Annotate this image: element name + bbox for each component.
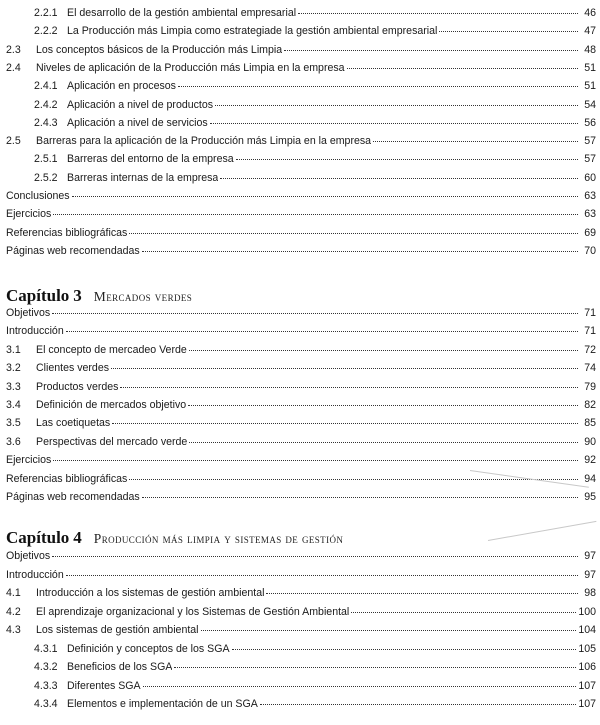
toc-entry-title: El concepto de mercadeo Verde [36,343,187,356]
toc-entry [0,361,600,376]
toc-entry-page: 56 [584,116,596,129]
chapter-title: Mercados verdes [93,289,193,304]
toc-entry-page: 71 [584,307,596,319]
dot-leader [188,404,578,406]
toc-entry [0,586,600,601]
toc-entry-number: 2.4.3 [34,116,58,129]
toc-entry-title: Barreras internas de la empresa [67,171,219,184]
toc-entry [0,98,600,113]
dot-leader [373,140,578,142]
toc-entry-title: Elementos e implementación de un SGA [67,698,258,710]
chapter-number: 3 [73,286,82,305]
toc-entry-title: Objetivos [6,550,51,562]
toc-entry-page: 106 [578,661,596,673]
toc-entry-page: 47 [584,25,596,38]
chapter-label: Capítulo [6,286,70,305]
toc-entry-number: 2.5.1 [34,153,58,166]
dot-leader [111,367,578,369]
toc-entry-page: 70 [584,244,596,257]
toc-entry-number: 2.3 [6,43,21,56]
toc-entry [0,435,600,450]
toc-entry [0,306,600,321]
toc-entry-number: 2.4.1 [34,80,58,93]
toc-entry-number: 3.1 [6,343,21,356]
scan-artifact-line [488,521,597,541]
toc-entry-page: 46 [584,7,596,19]
toc-entry-page: 63 [584,190,596,202]
dot-leader [210,122,578,124]
toc-entry [0,416,600,431]
toc-entry-number: 4.3 [6,624,21,636]
dot-leader [53,459,578,461]
toc-entry [0,79,600,94]
toc-entry-page: 79 [584,380,596,393]
toc-entry-page: 82 [584,399,596,411]
toc-entry-page: 97 [584,550,596,562]
dot-leader [120,386,578,388]
chapter-number: 4 [73,528,82,547]
toc-entry-title: La Producción más Limpia como estrategiade la gestión ambiental empresarial [67,25,438,38]
toc-entry-title: Definición y conceptos de los SGA [67,642,230,655]
dot-leader [129,478,578,480]
toc-entry-page: 97 [584,568,596,581]
toc-entry-title: Las coetiquetas [36,417,111,430]
dot-leader [52,555,578,557]
dot-leader [236,158,578,160]
toc-entry [0,623,600,638]
toc-entry [0,6,600,21]
toc-entry [0,472,600,487]
toc-entry [0,453,600,468]
toc-entry-page: 63 [584,208,596,221]
toc-entry-page: 51 [584,80,596,93]
toc-entry-title: Definición de mercados objetivo [36,399,187,411]
toc-entry-number: 3.4 [6,399,21,411]
toc-entry-number: 2.2.1 [34,7,58,19]
toc-entry-page: 105 [578,642,596,655]
toc-entry-number: 4.1 [6,587,21,599]
dot-leader [72,195,578,197]
toc-entry [0,343,600,358]
toc-entry-number: 4.3.4 [34,698,58,710]
toc-entry-title: Perspectivas del mercado verde [36,435,188,448]
toc-entry-title: Aplicación en procesos [67,80,176,93]
chapter-label: Capítulo [6,528,70,547]
dot-leader [178,85,578,87]
toc-entry-page: 60 [584,171,596,184]
toc-entry-title: Ejercicios [6,208,52,221]
toc-entry-title: Introducción [6,325,64,338]
toc-entry-title: Referencias bibliográficas [6,226,128,239]
toc-entry-page: 94 [584,472,596,485]
toc-entry [0,244,600,259]
dot-leader [232,648,577,650]
dot-leader [298,12,578,14]
toc-entry-page: 104 [578,624,596,636]
toc-entry [0,568,600,583]
toc-entry [0,207,600,222]
dot-leader [142,496,578,498]
toc-entry-title: Páginas web recomendadas [6,244,140,257]
toc-entry-title: Los conceptos básicos de la Producción más Limpia [36,43,283,56]
toc-entry-title: Introducción a los sistemas de gestión ambiental [36,587,265,599]
toc-entry-page: 98 [584,587,596,599]
toc-entry [0,398,600,413]
toc-entry [0,61,600,76]
toc-entry-title: Ejercicios [6,454,52,467]
toc-entry [0,152,600,167]
toc-entry-title: Introducción [6,568,64,581]
toc-entry-number: 4.3.2 [34,661,58,673]
toc-entry [0,490,600,505]
dot-leader [189,441,578,443]
chapter-title: Producción más limpia y sistemas de gestión [93,531,344,546]
toc-entry-page: 100 [578,605,596,618]
dot-leader [52,312,578,314]
toc-entry [0,380,600,395]
dot-leader [215,104,578,106]
dot-leader [53,213,578,215]
dot-leader [220,177,578,179]
toc-entry-page: 92 [584,454,596,467]
toc-entry-title: Niveles de aplicación de la Producción más Limpia en la empresa [36,61,345,74]
toc-entry [0,549,600,564]
chapter-4-heading [6,525,343,551]
toc-entry-title: Referencias bibliográficas [6,472,128,485]
toc-entry-number: 3.2 [6,362,21,375]
dot-leader [266,592,578,594]
toc-entry-title: Aplicación a nivel de servicios [67,116,208,129]
toc-entry [0,226,600,241]
toc-entry-title: Productos verdes [36,380,119,393]
toc-entry-number: 3.5 [6,417,21,430]
toc-entry-page: 107 [578,698,596,710]
toc-entry-number: 2.4.2 [34,98,58,111]
dot-leader [347,67,578,69]
toc-entry-number: 2.5 [6,135,21,148]
toc-entry-number: 4.3.3 [34,679,58,692]
toc-entry [0,642,600,657]
dot-leader [112,422,578,424]
toc-entry-page: 85 [584,417,596,430]
toc-entry-page: 57 [584,135,596,148]
toc-entry-page: 74 [584,362,596,375]
dot-leader [351,611,576,613]
toc-entry [0,324,600,339]
dot-leader [189,349,578,351]
toc-entry-number: 2.5.2 [34,171,58,184]
toc-entry [0,24,600,39]
toc-entry-title: Aplicación a nivel de productos [67,98,214,111]
toc-entry-title: El desarrollo de la gestión ambiental empresarial [67,7,297,19]
dot-leader [143,685,577,687]
toc-entry-page: 72 [584,343,596,356]
toc-entry-page: 107 [578,679,596,692]
toc-entry-page: 57 [584,153,596,166]
toc-entry [0,697,600,712]
toc-entry [0,134,600,149]
toc-entry [0,660,600,675]
toc-entry [0,679,600,694]
toc-entry-page: 90 [584,435,596,448]
dot-leader [201,629,577,631]
toc-entry [0,189,600,204]
toc-entry-title: Beneficios de los SGA [67,661,173,673]
dot-leader [66,574,578,576]
toc-entry [0,605,600,620]
toc-entry-title: Barreras para la aplicación de la Producción más Limpia en la empresa [36,135,372,148]
toc-entry-title: Los sistemas de gestión ambiental [36,624,199,636]
toc-entry-page: 71 [584,325,596,338]
toc-entry-title: El aprendizaje organizacional y los Sistemas de Gestión Ambiental [36,605,350,618]
dot-leader [174,666,576,668]
toc-entry-number: 2.2.2 [34,25,58,38]
toc-entry-title: Páginas web recomendadas [6,491,140,503]
toc-entry-title: Barreras del entorno de la empresa [67,153,234,166]
toc-entry-page: 48 [584,43,596,56]
toc-entry-number: 3.3 [6,380,21,393]
toc-entry-title: Objetivos [6,307,51,319]
toc-entry-title: Diferentes SGA [67,679,141,692]
dot-leader [439,30,578,32]
dot-leader [260,703,577,705]
dot-leader [129,232,578,234]
dot-leader [284,49,578,51]
toc-entry-page: 54 [584,98,596,111]
toc-entry-title: Conclusiones [6,190,70,202]
toc-entry-page: 51 [584,61,596,74]
toc-entry-number: 4.3.1 [34,642,58,655]
toc-entry [0,43,600,58]
toc-entry [0,171,600,186]
toc-entry-title: Clientes verdes [36,362,110,375]
toc-entry-number: 2.4 [6,61,21,74]
toc-entry-number: 3.6 [6,435,21,448]
toc-entry [0,116,600,131]
toc-entry-page: 95 [584,491,596,503]
toc-entry-number: 4.2 [6,605,21,618]
dot-leader [142,250,578,252]
dot-leader [66,330,578,332]
toc-entry-page: 69 [584,226,596,239]
